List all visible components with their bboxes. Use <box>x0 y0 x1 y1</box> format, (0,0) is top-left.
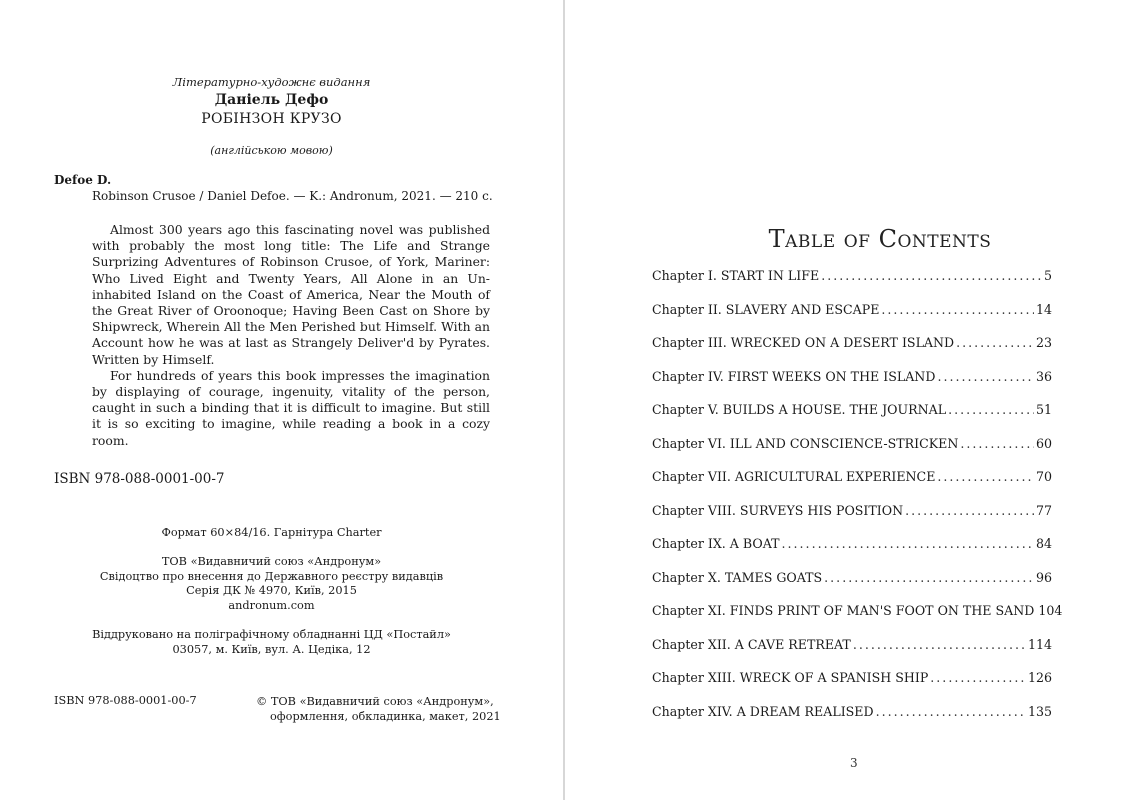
toc-entry[interactable] <box>652 536 1052 570</box>
toc-chapter-label: Chapter X. TAMES GOATS <box>652 569 823 585</box>
toc-page-number: 36 <box>1035 368 1052 384</box>
toc-chapter-label: Chapter I. START IN LIFE <box>652 268 820 283</box>
toc-entry[interactable] <box>652 704 1052 738</box>
format-line: Формат 60×84/16. Гарнітура Charter <box>161 526 382 539</box>
imprint-kind: Літературно-художнє видання <box>172 75 371 89</box>
toc-leader-dots <box>824 570 1034 585</box>
printer-block <box>0 628 543 657</box>
toc-entry[interactable] <box>652 369 1052 403</box>
toc-chapter-label: Chapter V. BUILDS A HOUSE. THE JOURNAL <box>652 402 947 417</box>
toc-page-number: 60 <box>1035 435 1052 451</box>
abstract <box>92 222 490 449</box>
toc-leader-dots <box>960 436 1034 451</box>
toc-entry[interactable] <box>652 603 1063 637</box>
toc-page-number: 114 <box>1027 636 1052 652</box>
toc-chapter-label: Chapter XIV. A DREAM REALISED <box>652 703 874 719</box>
toc-page-number: 135 <box>1027 703 1052 719</box>
toc-entry[interactable] <box>652 302 1052 336</box>
publisher-series: Серія ДК № 4970, Київ, 2015 <box>186 584 357 598</box>
toc-title: Table of Contents <box>768 225 992 253</box>
page-number: 3 <box>850 756 858 770</box>
toc-entry[interactable] <box>652 570 1052 604</box>
toc-chapter-label: Chapter VIII. SURVEYS HIS POSITION <box>652 502 904 518</box>
book-spine-divider <box>563 0 565 800</box>
copyright-line: © ТОВ «Видавничий союз «Андронум», <box>256 695 494 708</box>
toc-entry[interactable] <box>652 268 1052 302</box>
toc-entry[interactable] <box>652 637 1052 671</box>
toc-chapter-label: Chapter IV. FIRST WEEKS ON THE ISLAND <box>652 368 936 384</box>
toc-page-number: 14 <box>1035 301 1052 317</box>
publisher-name: ТОВ «Видавничий союз «Андронум» <box>161 555 382 568</box>
toc-page-number: 126 <box>1027 670 1052 685</box>
toc-leader-dots <box>881 302 1034 317</box>
toc-chapter-label: Chapter III. WRECKED ON A DESERT ISLAND <box>652 335 955 350</box>
toc-chapter-label: Chapter VII. AGRICULTURAL EXPERIENCE <box>652 469 936 484</box>
toc-entry[interactable] <box>652 335 1052 369</box>
toc-page-number: 5 <box>1043 268 1052 283</box>
publisher-website: andronum.com <box>228 598 315 612</box>
toc-leader-dots <box>853 637 1026 652</box>
right-page <box>566 0 1129 800</box>
toc-leader-dots <box>956 335 1034 350</box>
toc-page-number: 70 <box>1035 469 1052 484</box>
toc-page-number: 104 <box>1038 603 1063 618</box>
toc-page-number: 84 <box>1035 536 1052 551</box>
toc-chapter-label: Chapter IX. A BOAT <box>652 536 780 551</box>
toc-leader-dots <box>930 670 1026 685</box>
toc-entry[interactable] <box>652 436 1052 470</box>
toc-chapter-label: Chapter XII. A CAVE RETREAT <box>652 636 851 652</box>
table-of-contents <box>652 268 1063 737</box>
toc-leader-dots <box>937 469 1034 484</box>
publisher-block <box>0 555 543 613</box>
book-title-ua: РОБІНЗОН КРУЗО <box>201 111 342 127</box>
toc-page-number: 51 <box>1035 402 1052 417</box>
catalog-author: Defoe D. <box>54 173 112 187</box>
left-page <box>0 0 563 800</box>
publisher-registration: Свідоцтво про внесення до Державного реєстру видавців <box>99 569 444 583</box>
isbn: ISBN 978-088-0001-00-7 <box>54 471 225 487</box>
toc-chapter-label: Chapter XI. FINDS PRINT OF MAN'S FOOT ON THE SAND <box>652 603 1035 618</box>
catalog-entry: Robinson Crusoe / Daniel Defoe. — K.: Andronum, 2021. — 210 с. <box>92 189 493 203</box>
toc-leader-dots <box>905 503 1034 518</box>
toc-entry[interactable] <box>652 402 1052 436</box>
printer-address: 03057, м. Київ, вул. А. Цедіка, 12 <box>172 642 371 656</box>
printer-line: Віддруковано на поліграфічному обладнанні ЦД «Постайл» <box>92 628 451 641</box>
toc-entry[interactable] <box>652 670 1052 704</box>
toc-entry[interactable] <box>652 503 1052 537</box>
toc-chapter-label: Chapter VI. ILL AND CONSCIENCE-STRICKEN <box>652 435 959 451</box>
toc-leader-dots <box>876 704 1026 719</box>
toc-entry[interactable] <box>652 469 1052 503</box>
toc-leader-dots <box>821 268 1042 283</box>
abstract-paragraph: For hundreds of years this book impresses the imagination by displaying of courage, ingenuity, vitality of the person, caught in such a binding that it is difficult to imagine. But still it is so exciting to imagine, while reading a book in a cozy room. <box>92 367 490 448</box>
author-name-ua: Даніель Дефо <box>214 92 329 108</box>
abstract-paragraph: Almost 300 years ago this fascinating novel was published with probably the most long title: The Life and Strange Surprizing Adventures of Robinson Crusoe, of York, Mariner: Who Lived Eight and Twenty Years, All Alone in an Un-inhabited Island on the Coast of America, Near the Mouth of the Great River of Oroonoque; Having Been Cast on Shore by Shipwreck, Wherein All the Men Perished but Himself. With an Account how he was at last as Strangely Deliver'd by Pyrates. Written by Himself. <box>92 222 490 367</box>
toc-page-number: 23 <box>1035 335 1052 350</box>
language-note: (англійською мовою) <box>210 144 333 157</box>
isbn-bottom: ISBN 978-088-0001-00-7 <box>54 694 197 707</box>
toc-page-number: 77 <box>1035 502 1052 518</box>
toc-page-number: 96 <box>1035 569 1052 585</box>
copyright-block <box>256 694 501 724</box>
toc-chapter-label: Chapter XIII. WRECK OF A SPANISH SHIP <box>652 670 929 685</box>
toc-leader-dots <box>948 402 1034 417</box>
toc-leader-dots <box>937 369 1034 384</box>
copyright-credits: оформлення, обкладинка, макет, 2021 <box>270 710 501 723</box>
toc-leader-dots <box>782 536 1034 551</box>
toc-chapter-label: Chapter II. SLAVERY AND ESCAPE <box>652 301 880 317</box>
